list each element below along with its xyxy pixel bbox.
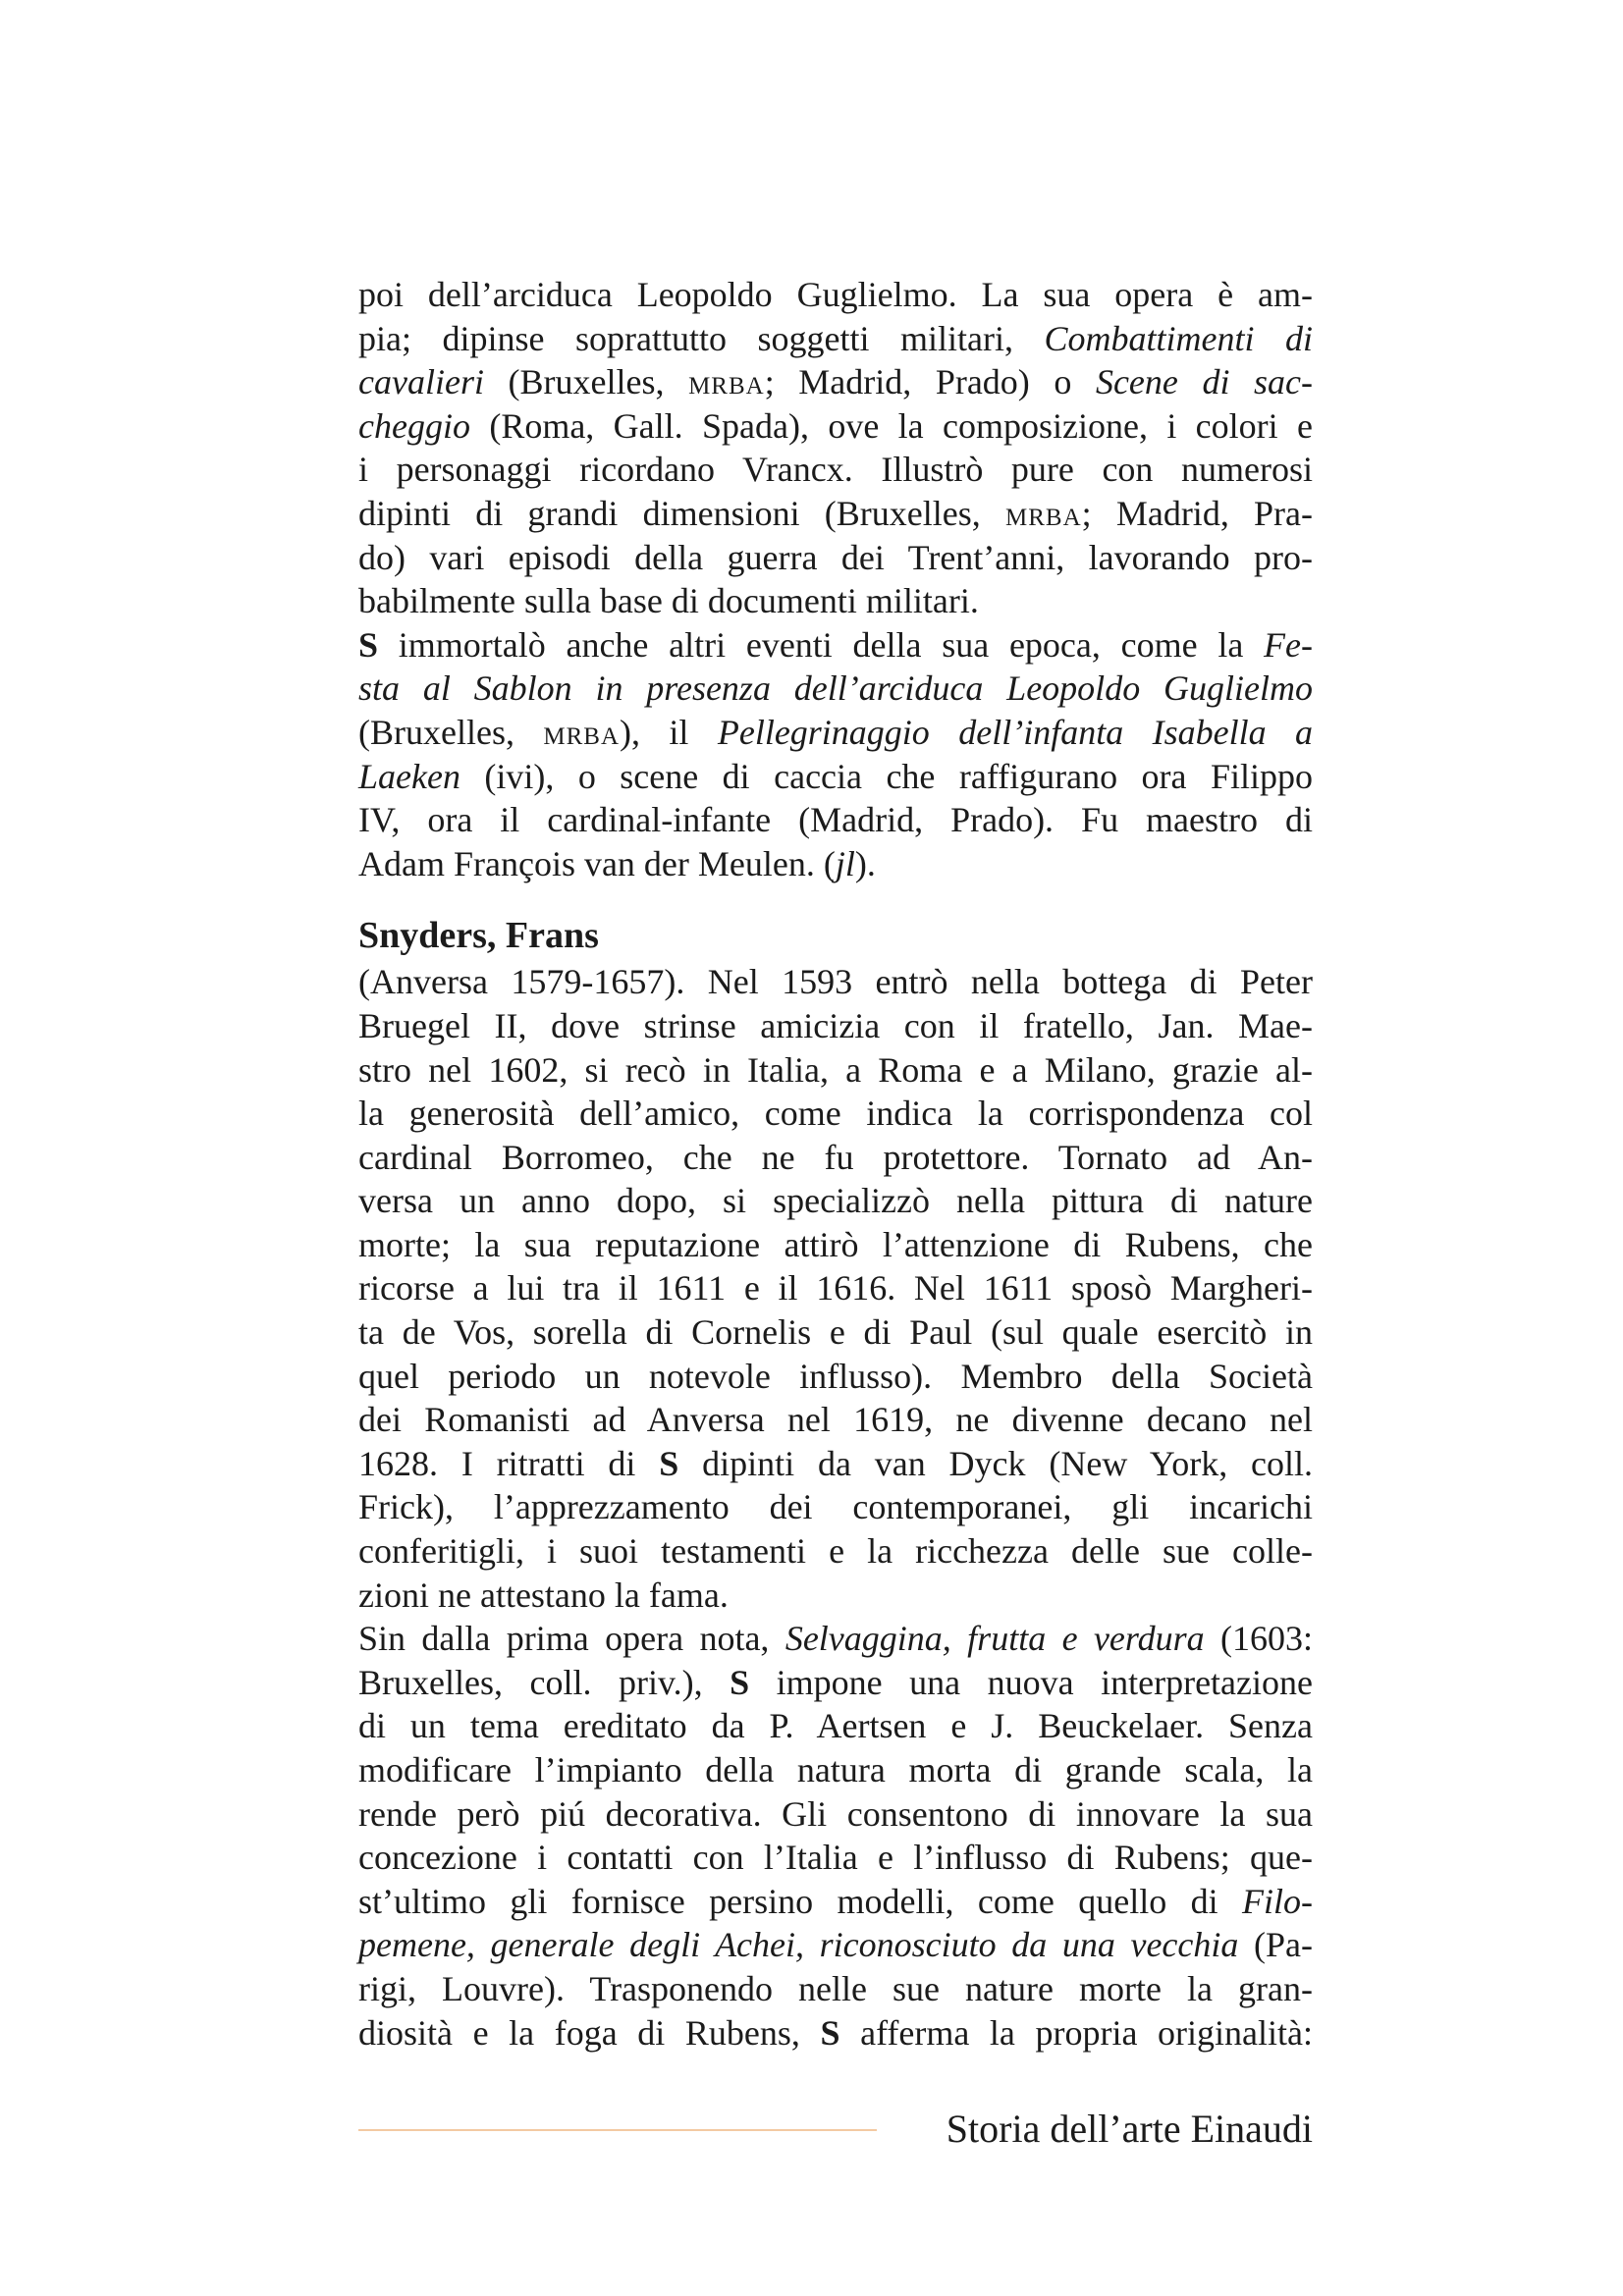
page-footer (358, 2104, 1313, 2155)
previous_entry-line: S immortalò anche altri eventi della sua epoca, come la Fe- (358, 624, 1313, 665)
entry-body-paragraphs (358, 960, 1313, 2055)
entry-line: stro nel 1602, si recò in Italia, a Roma e a Milano, grazie al- (358, 1049, 1313, 1090)
entry-line: rende però piú decorativa. Gli consentono di innovare la sua (358, 1793, 1313, 1834)
entry-line: quel periodo un notevole influsso). Membro della Società (358, 1356, 1313, 1396)
entry-line: Bruxelles, coll. priv.), S impone una nuova interpretazione (358, 1662, 1313, 1702)
entry-line: zioni ne attestano la fama. (358, 1575, 729, 1615)
previous_entry-line: Laeken (ivi), o scene di caccia che raffigurano ora Filippo (358, 756, 1313, 796)
body-text (358, 273, 1313, 2055)
entry-title: Snyders, Frans (358, 915, 599, 957)
entry-line: dei Romanisti ad Anversa nel 1619, ne divenne decano nel (358, 1400, 1313, 1440)
previous_entry-line: cheggio (Roma, Gall. Spada), ove la composizione, i colori e (358, 405, 1313, 446)
previous_entry-line: IV, ora il cardinal-infante (Madrid, Prado). Fu maestro di (358, 800, 1313, 840)
previous_entry-line: Adam François van der Meulen. (jl). (358, 843, 876, 883)
entry-line: morte; la sua reputazione attirò l’attenzione di Rubens, che (358, 1224, 1313, 1264)
previous_entry-line: sta al Sablon in presenza dell’arciduca Leopoldo Guglielmo (358, 668, 1313, 709)
entry-line: cardinal Borromeo, che ne fu protettore. Tornato ad An- (358, 1137, 1313, 1177)
entry-line: modificare l’impianto della natura morta di grande scala, la (358, 1750, 1313, 1789)
entry-line: st’ultimo gli fornisce persino modelli, come quello di Filo- (358, 1881, 1313, 1921)
entry-line: di un tema ereditato da P. Aertsen e J. Beuckelaer. Senza (358, 1706, 1313, 1746)
entry-line: concezione i contatti con l’Italia e l’influsso di Rubens; que- (358, 1838, 1313, 1878)
previous_entry-line: (Bruxelles, mrba), il Pellegrinaggio dell’infanta Isabella a (358, 712, 1313, 752)
previous_entry-line: babilmente sulla base di documenti militari. (358, 581, 979, 621)
previous_entry-line: dipinti di grandi dimensioni (Bruxelles, mrba; Madrid, Pra- (358, 493, 1313, 533)
previous_entry-line: poi dell’arciduca Leopoldo Guglielmo. La sua opera è am- (358, 275, 1313, 314)
entry-line: diosità e la foga di Rubens, S afferma la propria originalità: (358, 2012, 1314, 2053)
footer-rule (358, 2129, 877, 2131)
entry-line: 1628. I ritratti di S dipinti da van Dyck (New York, coll. (358, 1443, 1313, 1483)
entry-line: pemene, generale degli Achei, riconosciuto da una vecchia (Pa- (358, 1925, 1314, 1965)
previous-entry-paragraphs (358, 273, 1313, 885)
entry-line: ta de Vos, sorella di Cornelis e di Paul (sul quale esercitò in (358, 1312, 1313, 1353)
entry-line: Frick), l’apprezzamento dei contemporanei, gli incarichi (358, 1487, 1313, 1527)
entry-line: (Anversa 1579-1657). Nel 1593 entrò nella bottega di Peter (358, 962, 1313, 1002)
entry-line: la generosità dell’amico, come indica la corrispondenza col (358, 1094, 1313, 1134)
footer-book-title: Storia dell’arte Einaudi (946, 2107, 1313, 2151)
previous_entry-line: i personaggi ricordano Vrancx. Illustrò pure con numerosi (358, 450, 1313, 490)
entry-line: rigi, Louvre). Trasponendo nelle sue nature morte la gran- (358, 1968, 1313, 2008)
entry-line: Sin dalla prima opera nota, Selvaggina, frutta e verdura (1603: (358, 1619, 1313, 1659)
entry-line: ricorse a lui tra il 1611 e il 1616. Nel 1611 sposò Margheri- (358, 1268, 1313, 1308)
previous_entry-line: pia; dipinse soprattutto soggetti militari, Combattimenti di (358, 318, 1313, 358)
previous_entry-line: cavalieri (Bruxelles, mrba; Madrid, Prado) o Scene di sac- (358, 362, 1313, 402)
entry-line: versa un anno dopo, si specializzò nella pittura di nature (358, 1181, 1313, 1221)
previous_entry-line: do) vari episodi della guerra dei Trent’anni, lavorando pro- (358, 537, 1313, 577)
entry-line: conferitigli, i suoi testamenti e la ricchezza delle sue colle- (358, 1531, 1313, 1572)
entry-line: Bruegel II, dove strinse amicizia con il fratello, Jan. Mae- (358, 1005, 1313, 1045)
